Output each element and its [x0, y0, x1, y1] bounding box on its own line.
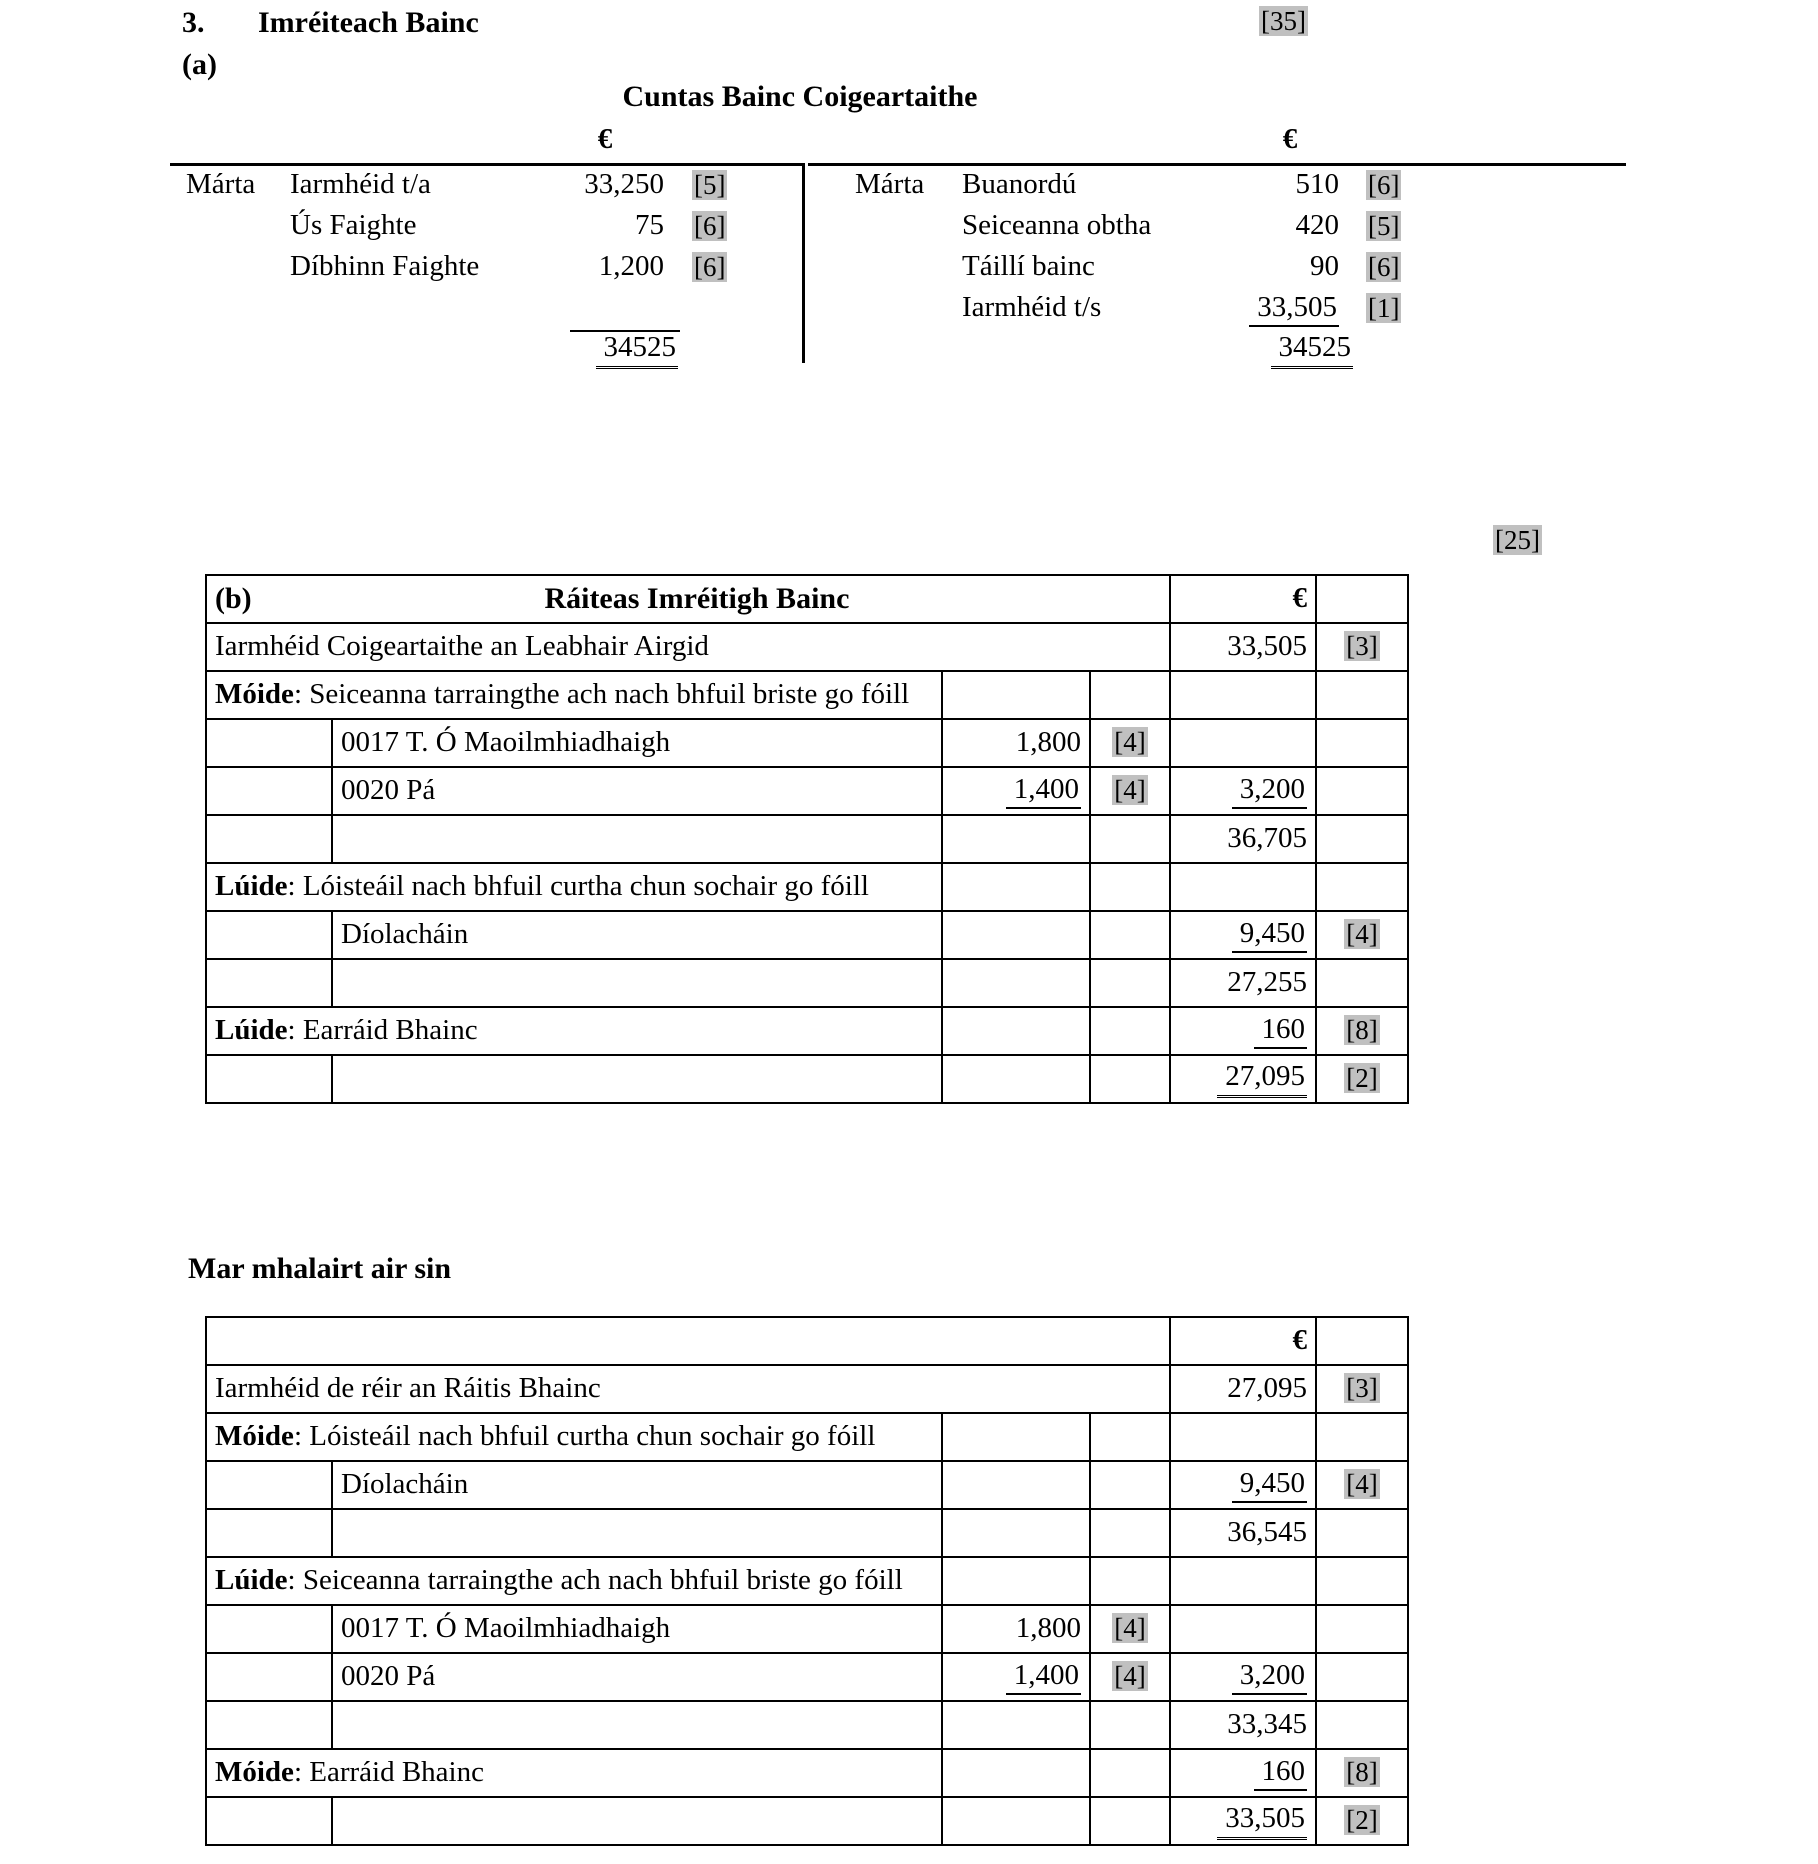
t-account-left-row-2-desc: Díbhinn Faighte — [290, 250, 480, 282]
row-subamount — [942, 911, 1090, 959]
part-b-marks-badge — [1493, 527, 1542, 554]
row-subamount — [942, 1749, 1090, 1797]
t-account-right-row-3-amount-value: 33,505 — [1249, 291, 1339, 327]
row-amount: 36,705 — [1170, 815, 1316, 863]
row-subamount — [942, 767, 1090, 815]
question-title: Imréiteach Bainc — [258, 6, 479, 39]
row-amount — [1170, 1749, 1316, 1797]
t-account-right-row-0-mark — [1366, 170, 1401, 201]
mark-badge: [1] — [1368, 293, 1400, 323]
row-spacer — [332, 1701, 942, 1749]
row-spacer — [206, 1055, 332, 1103]
question-total-marks-badge — [1259, 8, 1308, 35]
marks-badge-value: [35] — [1261, 6, 1306, 36]
row-subamount — [942, 1701, 1090, 1749]
row-spacer — [332, 815, 942, 863]
row-mark — [1316, 1413, 1408, 1461]
row-amount — [1170, 1605, 1316, 1653]
row-mark — [1316, 1461, 1408, 1509]
row-submark — [1090, 1007, 1170, 1055]
table-row — [206, 1007, 1408, 1055]
mark-badge: [3] — [1346, 1373, 1378, 1404]
row-submark — [1090, 767, 1170, 815]
table-row — [206, 1413, 1408, 1461]
row-spacer — [206, 1797, 332, 1845]
row-mark — [1316, 623, 1408, 671]
table-row — [206, 1605, 1408, 1653]
mark-badge: [8] — [1346, 1015, 1378, 1046]
t-account-left-row-1-desc: Ús Faighte — [290, 209, 417, 241]
table-row — [206, 1509, 1408, 1557]
row-label: Iarmhéid de réir an Ráitis Bhainc — [206, 1365, 1170, 1413]
row-label-text: : Lóisteáil nach bhfuil curtha chun sochair go fóill — [287, 870, 869, 903]
row-spacer — [206, 911, 332, 959]
t-account-right-row-3-amount — [1175, 291, 1339, 327]
t-account-right-row-1-mark — [1366, 211, 1401, 242]
row-label: Díolacháin — [332, 911, 942, 959]
mark-badge: [5] — [1368, 211, 1400, 241]
part-a-label: (a) — [182, 48, 217, 81]
row-label — [206, 671, 942, 719]
row-submark — [1090, 1749, 1170, 1797]
row-subamount — [942, 1797, 1090, 1845]
row-spacer — [206, 719, 332, 767]
t-account-right-row-0-desc: Buanordú — [962, 168, 1077, 200]
t-account-right-row-0-amount: 510 — [1295, 168, 1339, 200]
row-amount — [1170, 863, 1316, 911]
row-submark — [1090, 815, 1170, 863]
row-label: 0017 T. Ó Maoilmhiadhaigh — [332, 1605, 942, 1653]
t-account-left-row-0-desc: Iarmhéid t/a — [290, 168, 431, 200]
row-mark — [1316, 1797, 1408, 1845]
row-submark — [1090, 1605, 1170, 1653]
row-submark — [1090, 1653, 1170, 1701]
row-mark — [1316, 1007, 1408, 1055]
row-label — [206, 863, 942, 911]
row-submark — [1090, 1701, 1170, 1749]
row-subamount — [942, 1413, 1090, 1461]
table-row — [206, 767, 1408, 815]
table-row — [206, 815, 1408, 863]
row-label: 0020 Pá — [332, 1653, 942, 1701]
t-account-right-row-1-amount: 420 — [1295, 209, 1339, 241]
row-total-value: 33,505 — [1217, 1802, 1307, 1840]
row-spacer — [206, 959, 332, 1007]
alt-currency-header: € — [1170, 1317, 1316, 1365]
row-amount — [1170, 1461, 1316, 1509]
row-mark — [1316, 1605, 1408, 1653]
row-label-text: : Earráid Bhainc — [287, 1014, 478, 1047]
bank-reconciliation-statement-table — [205, 574, 1409, 1104]
row-subamount: 1,800 — [942, 1605, 1090, 1653]
row-mark — [1316, 1749, 1408, 1797]
t-account-left-row-2-mark — [692, 252, 727, 283]
table-row — [206, 1797, 1408, 1845]
row-amount — [1170, 1413, 1316, 1461]
mark-badge: [4] — [1346, 1469, 1378, 1500]
row-submark — [1090, 1797, 1170, 1845]
row-amount — [1170, 719, 1316, 767]
row-amount — [1170, 671, 1316, 719]
row-label: 0020 Pá — [332, 767, 942, 815]
row-subamount — [942, 1055, 1090, 1103]
mark-badge: [6] — [1368, 252, 1400, 282]
t-account-left-total-value: 34525 — [596, 331, 679, 369]
t-account-right-row-3-desc: Iarmhéid t/s — [962, 291, 1102, 323]
row-amount — [1170, 1653, 1316, 1701]
row-subamount — [942, 863, 1090, 911]
row-spacer — [206, 1509, 332, 1557]
mark-badge: [4] — [1114, 1613, 1146, 1644]
statement-header-marks-cell — [1316, 575, 1408, 623]
t-account-right-row-2-amount: 90 — [1310, 250, 1339, 282]
row-subamount — [942, 1007, 1090, 1055]
row-amount-value: 9,450 — [1232, 1467, 1307, 1503]
table-row-header — [206, 1317, 1408, 1365]
row-subamount — [942, 671, 1090, 719]
row-mark — [1316, 719, 1408, 767]
table-row — [206, 1701, 1408, 1749]
row-submark — [1090, 863, 1170, 911]
t-account-left-row-1-amount: 75 — [635, 209, 664, 241]
row-submark — [1090, 1413, 1170, 1461]
row-mark — [1316, 671, 1408, 719]
row-spacer — [206, 1701, 332, 1749]
t-account-right-row-2-desc: Táillí bainc — [962, 250, 1095, 282]
table-row — [206, 1557, 1408, 1605]
row-subamount — [942, 1557, 1090, 1605]
row-subamount — [942, 1509, 1090, 1557]
row-mark — [1316, 959, 1408, 1007]
row-mark — [1316, 815, 1408, 863]
row-label-text: : Lóisteáil nach bhfuil curtha chun sochair go fóill — [293, 1420, 876, 1453]
alt-header-marks-cell — [1316, 1317, 1408, 1365]
row-spacer — [332, 1797, 942, 1845]
table-row — [206, 863, 1408, 911]
row-subamount — [942, 1653, 1090, 1701]
row-submark — [1090, 1557, 1170, 1605]
row-label-keyword: Móide — [215, 678, 294, 711]
t-account-left-row-2-amount: 1,200 — [598, 250, 664, 282]
row-amount — [1170, 1007, 1316, 1055]
t-account-right-row-1-desc: Seiceanna obtha — [962, 209, 1152, 241]
part-b-label: (b) — [215, 581, 252, 615]
row-label: 0017 T. Ó Maoilmhiadhaigh — [332, 719, 942, 767]
row-amount-value: 160 — [1254, 1013, 1308, 1049]
t-account-left-row-0-mark — [692, 170, 727, 201]
row-amount-value: 3,200 — [1232, 773, 1307, 809]
row-mark — [1316, 1557, 1408, 1605]
row-amount: 27,095 — [1170, 1365, 1316, 1413]
table-row — [206, 1653, 1408, 1701]
table-row — [206, 623, 1408, 671]
row-submark — [1090, 1055, 1170, 1103]
row-amount-value: 3,200 — [1232, 1659, 1307, 1695]
row-amount: 27,255 — [1170, 959, 1316, 1007]
t-account-left-row-0-amount: 33,250 — [584, 168, 664, 200]
table-row — [206, 1749, 1408, 1797]
row-total-value: 27,095 — [1217, 1060, 1307, 1098]
t-account-left-currency-header: € — [597, 123, 613, 155]
t-account-right-row-2-mark — [1366, 252, 1401, 283]
table-row — [206, 1461, 1408, 1509]
row-subamount: 1,800 — [942, 719, 1090, 767]
row-spacer — [332, 1509, 942, 1557]
statement-title: Ráiteas Imréitigh Bainc — [544, 581, 850, 615]
row-mark — [1316, 1701, 1408, 1749]
row-submark — [1090, 1461, 1170, 1509]
row-submark — [1090, 959, 1170, 1007]
row-total — [1170, 1055, 1316, 1103]
question-number: 3. — [182, 6, 205, 39]
mark-badge: [5] — [694, 170, 726, 200]
row-label-text: : Earráid Bhainc — [293, 1756, 484, 1789]
row-label — [206, 1007, 942, 1055]
row-label-keyword: Lúide — [215, 870, 288, 903]
table-row — [206, 911, 1408, 959]
table-row — [206, 671, 1408, 719]
row-amount: 36,545 — [1170, 1509, 1316, 1557]
row-amount: 33,345 — [1170, 1701, 1316, 1749]
row-amount: 33,505 — [1170, 623, 1316, 671]
row-total — [1170, 1797, 1316, 1845]
t-account-right-currency-header: € — [1282, 123, 1298, 155]
row-mark — [1316, 1055, 1408, 1103]
statement-currency-header: € — [1170, 575, 1316, 623]
row-label-keyword: Móide — [215, 1420, 294, 1453]
alternative-section-heading: Mar mhalairt air sin — [188, 1252, 452, 1285]
row-mark — [1316, 1365, 1408, 1413]
t-account-right-total — [1175, 331, 1353, 369]
statement-header-cell — [206, 575, 1170, 623]
t-account-left-row-1-mark — [692, 211, 727, 242]
mark-badge: [4] — [1114, 1661, 1146, 1692]
table-row — [206, 1365, 1408, 1413]
row-spacer — [206, 1605, 332, 1653]
mark-badge: [4] — [1114, 775, 1146, 806]
row-label: Díolacháin — [332, 1461, 942, 1509]
row-spacer — [332, 1055, 942, 1103]
table-row — [206, 959, 1408, 1007]
row-amount — [1170, 767, 1316, 815]
row-spacer — [332, 959, 942, 1007]
row-mark — [1316, 911, 1408, 959]
mark-badge: [3] — [1346, 631, 1378, 662]
row-amount — [1170, 1557, 1316, 1605]
row-mark — [1316, 1509, 1408, 1557]
row-submark — [1090, 1509, 1170, 1557]
row-subamount — [942, 959, 1090, 1007]
t-account-right-top-rule — [808, 163, 1626, 166]
row-amount-value: 9,450 — [1232, 917, 1307, 953]
mark-badge: [6] — [694, 252, 726, 282]
row-mark — [1316, 767, 1408, 815]
row-mark — [1316, 1653, 1408, 1701]
marks-badge-value: [25] — [1495, 525, 1540, 555]
row-label-keyword: Móide — [215, 1756, 294, 1789]
row-spacer — [206, 1461, 332, 1509]
row-mark — [1316, 863, 1408, 911]
row-label-keyword: Lúide — [215, 1014, 288, 1047]
row-subamount-value: 1,400 — [1006, 1659, 1081, 1695]
t-account-title: Cuntas Bainc Coigeartaithe — [622, 80, 978, 113]
row-spacer — [206, 767, 332, 815]
row-label-text: : Seiceanna tarraingthe ach nach bhfuil briste go fóill — [287, 1564, 903, 1597]
row-label — [206, 1413, 942, 1461]
t-account-right-total-value: 34525 — [1271, 331, 1354, 369]
row-amount-value: 160 — [1254, 1755, 1308, 1791]
row-label: Iarmhéid Coigeartaithe an Leabhair Airgid — [206, 623, 1170, 671]
t-account-center-divider — [802, 163, 805, 363]
row-amount — [1170, 911, 1316, 959]
mark-badge: [4] — [1114, 727, 1146, 758]
alt-header-cell — [206, 1317, 1170, 1365]
alternative-reconciliation-table — [205, 1316, 1409, 1846]
mark-badge: [2] — [1346, 1805, 1378, 1836]
row-spacer — [206, 815, 332, 863]
table-row — [206, 1055, 1408, 1103]
row-submark — [1090, 671, 1170, 719]
row-submark — [1090, 719, 1170, 767]
t-account-left-total — [500, 331, 678, 369]
t-account-right-row-3-mark — [1366, 293, 1401, 324]
mark-badge: [6] — [694, 211, 726, 241]
mark-badge: [4] — [1346, 919, 1378, 950]
mark-badge: [8] — [1346, 1757, 1378, 1788]
mark-badge: [2] — [1346, 1063, 1378, 1094]
row-label — [206, 1557, 942, 1605]
t-account-left-row-0-date: Márta — [186, 168, 256, 200]
mark-badge: [6] — [1368, 170, 1400, 200]
table-row — [206, 719, 1408, 767]
row-label — [206, 1749, 942, 1797]
row-label-keyword: Lúide — [215, 1564, 288, 1597]
row-subamount — [942, 1461, 1090, 1509]
row-subamount — [942, 815, 1090, 863]
table-row-header — [206, 575, 1408, 623]
t-account-left-top-rule — [170, 163, 802, 166]
row-submark — [1090, 911, 1170, 959]
row-subamount-value: 1,400 — [1006, 773, 1081, 809]
row-spacer — [206, 1653, 332, 1701]
row-label-text: : Seiceanna tarraingthe ach nach bhfuil briste go fóill — [293, 678, 910, 711]
t-account-right-row-0-date: Márta — [855, 168, 925, 200]
